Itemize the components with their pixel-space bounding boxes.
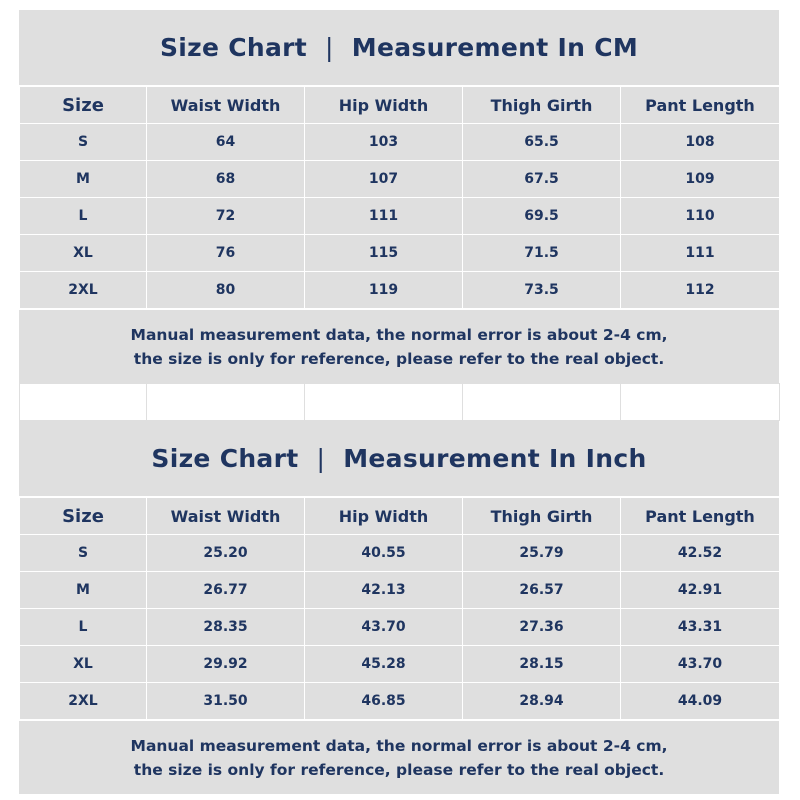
spacer-cell bbox=[621, 384, 780, 421]
cell-length: 42.91 bbox=[621, 572, 780, 609]
cell-thigh: 69.5 bbox=[463, 198, 621, 235]
cell-waist: 80 bbox=[147, 272, 305, 309]
cell-hip: 107 bbox=[305, 161, 463, 198]
cell-hip: 45.28 bbox=[305, 646, 463, 683]
cell-size: XL bbox=[20, 646, 147, 683]
cell-size: 2XL bbox=[20, 272, 147, 309]
chart-title-cm bbox=[19, 10, 779, 86]
note-line-1: Manual measurement data, the normal error is about 2-4 cm, bbox=[130, 736, 668, 755]
cell-length: 108 bbox=[621, 124, 780, 161]
cell-length: 43.31 bbox=[621, 609, 780, 646]
cell-length: 42.52 bbox=[621, 535, 780, 572]
table-row bbox=[20, 272, 780, 309]
cell-thigh: 28.94 bbox=[463, 683, 621, 720]
cell-waist: 31.50 bbox=[147, 683, 305, 720]
cell-hip: 42.13 bbox=[305, 572, 463, 609]
header-thigh-girth: Thigh Girth bbox=[463, 498, 621, 535]
header-row bbox=[20, 87, 780, 124]
header-size: Size bbox=[20, 498, 147, 535]
cell-thigh: 73.5 bbox=[463, 272, 621, 309]
measurement-note-cm bbox=[19, 309, 779, 383]
header-size: Size bbox=[20, 87, 147, 124]
title-separator: | bbox=[316, 444, 326, 473]
cell-size: S bbox=[20, 124, 147, 161]
spacer-row bbox=[20, 384, 780, 421]
cell-waist: 25.20 bbox=[147, 535, 305, 572]
cell-hip: 46.85 bbox=[305, 683, 463, 720]
header-waist-width: Waist Width bbox=[147, 498, 305, 535]
table-row bbox=[20, 161, 780, 198]
cell-size: M bbox=[20, 161, 147, 198]
cell-hip: 111 bbox=[305, 198, 463, 235]
cell-hip: 40.55 bbox=[305, 535, 463, 572]
table-row bbox=[20, 124, 780, 161]
note-line-1: Manual measurement data, the normal error is about 2-4 cm, bbox=[130, 325, 668, 344]
chart-title-inch bbox=[19, 421, 779, 497]
title-separator: | bbox=[325, 33, 334, 62]
cell-thigh: 27.36 bbox=[463, 609, 621, 646]
table-row bbox=[20, 683, 780, 720]
note-line-2: the size is only for reference, please refer to the real object. bbox=[133, 349, 665, 368]
cell-thigh: 71.5 bbox=[463, 235, 621, 272]
spacer-band bbox=[19, 383, 780, 421]
note-line-2: the size is only for reference, please refer to the real object. bbox=[133, 760, 665, 779]
header-hip-width: Hip Width bbox=[305, 87, 463, 124]
cell-length: 43.70 bbox=[621, 646, 780, 683]
cell-waist: 28.35 bbox=[147, 609, 305, 646]
cell-hip: 115 bbox=[305, 235, 463, 272]
header-pant-length: Pant Length bbox=[621, 87, 780, 124]
spacer-cell bbox=[463, 384, 621, 421]
chart-title-left: Size Chart bbox=[159, 33, 308, 62]
cell-length: 112 bbox=[621, 272, 780, 309]
cell-hip: 43.70 bbox=[305, 609, 463, 646]
cell-size: S bbox=[20, 535, 147, 572]
cell-length: 44.09 bbox=[621, 683, 780, 720]
table-row bbox=[20, 572, 780, 609]
cell-size: 2XL bbox=[20, 683, 147, 720]
cell-waist: 68 bbox=[147, 161, 305, 198]
header-thigh-girth: Thigh Girth bbox=[463, 87, 621, 124]
spacer-cell bbox=[147, 384, 305, 421]
table-row bbox=[20, 198, 780, 235]
table-row bbox=[20, 609, 780, 646]
size-table-cm bbox=[19, 86, 780, 309]
cell-hip: 103 bbox=[305, 124, 463, 161]
size-table-inch bbox=[19, 497, 780, 720]
cell-thigh: 65.5 bbox=[463, 124, 621, 161]
cell-thigh: 28.15 bbox=[463, 646, 621, 683]
cell-waist: 26.77 bbox=[147, 572, 305, 609]
cell-waist: 72 bbox=[147, 198, 305, 235]
cell-hip: 119 bbox=[305, 272, 463, 309]
table-row bbox=[20, 535, 780, 572]
spacer-cell bbox=[20, 384, 147, 421]
header-waist-width: Waist Width bbox=[147, 87, 305, 124]
cell-length: 109 bbox=[621, 161, 780, 198]
cell-length: 111 bbox=[621, 235, 780, 272]
size-chart-sheet bbox=[19, 10, 779, 794]
table-row bbox=[20, 646, 780, 683]
cell-size: XL bbox=[20, 235, 147, 272]
spacer-cell bbox=[305, 384, 463, 421]
chart-title-right: Measurement In CM bbox=[351, 33, 639, 62]
cell-thigh: 26.57 bbox=[463, 572, 621, 609]
cell-size: L bbox=[20, 609, 147, 646]
cell-thigh: 67.5 bbox=[463, 161, 621, 198]
cell-waist: 76 bbox=[147, 235, 305, 272]
measurement-note-inch bbox=[19, 720, 779, 794]
chart-title-left: Size Chart bbox=[151, 444, 299, 473]
cell-thigh: 25.79 bbox=[463, 535, 621, 572]
cell-waist: 64 bbox=[147, 124, 305, 161]
header-row bbox=[20, 498, 780, 535]
size-chart-cm bbox=[19, 10, 779, 383]
cell-size: M bbox=[20, 572, 147, 609]
chart-title-right: Measurement In Inch bbox=[343, 444, 647, 473]
size-chart-inch bbox=[19, 421, 779, 794]
header-hip-width: Hip Width bbox=[305, 498, 463, 535]
cell-length: 110 bbox=[621, 198, 780, 235]
header-pant-length: Pant Length bbox=[621, 498, 780, 535]
table-row bbox=[20, 235, 780, 272]
cell-waist: 29.92 bbox=[147, 646, 305, 683]
cell-size: L bbox=[20, 198, 147, 235]
